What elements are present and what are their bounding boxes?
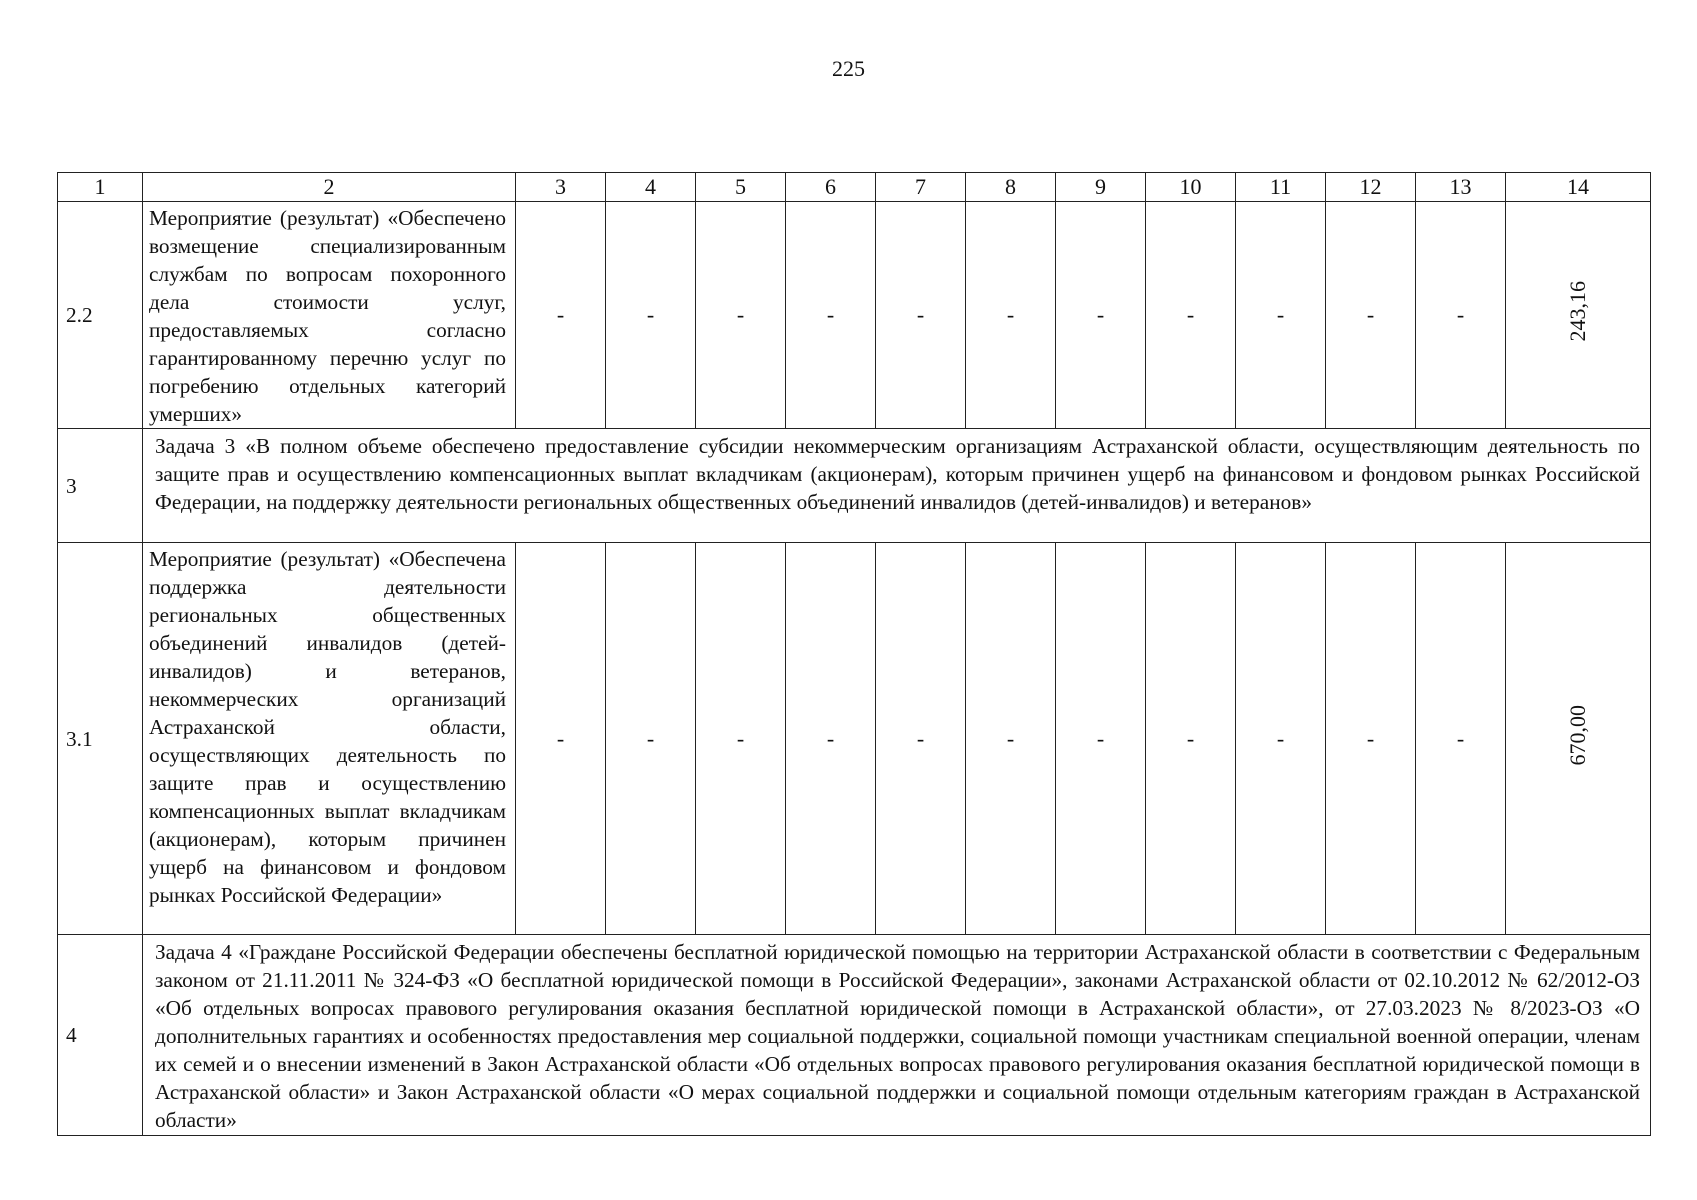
total-value: 670,00 bbox=[1565, 704, 1590, 766]
task-row-3 bbox=[58, 429, 1651, 543]
value-cell: - bbox=[1146, 543, 1236, 935]
value-cell: - bbox=[606, 202, 696, 429]
value-cell: - bbox=[696, 202, 786, 429]
value-cell: - bbox=[1416, 202, 1506, 429]
value-cell: - bbox=[786, 202, 876, 429]
task-description: Задача 3 «В полном объеме обеспечено предоставление субсидии некоммерческим организациям Астраханской области, осуществляющим деятельность по защите прав и осуществлению компенсационных выплат вкладчикам (акционерам), которым причинен ущерб на финансовом и фондовом рынках Российской Федерации, на поддержку деятельности региональных общественных объединений инвалидов (детей-инвалидов) и ветеранов» bbox=[143, 429, 1651, 543]
header-cell-3: 3 bbox=[516, 173, 606, 202]
table-row-3-1 bbox=[58, 543, 1651, 935]
measure-description: Мероприятие (результат) «Обеспечено возмещение специализированным службам по вопросам похоронного дела стоимости услуг, предоставляемых согласно гарантированному перечню услуг по погребению отдельных категорий умерших» bbox=[143, 202, 516, 429]
total-cell bbox=[1506, 202, 1651, 429]
total-cell bbox=[1506, 543, 1651, 935]
header-cell-14: 14 bbox=[1506, 173, 1651, 202]
program-table bbox=[57, 172, 1651, 1136]
measure-description: Мероприятие (результат) «Обеспечена поддержка деятельности региональных общественных объединений инвалидов (детей-инвалидов) и ветеранов, некоммерческих организаций Астраханской области, осуществляющих деятельность по защите прав и осуществлению компенсационных выплат вкладчикам (акционерам), которым причинен ущерб на финансовом и фондовом рынках Российской Федерации» bbox=[143, 543, 516, 935]
table-row-2-2 bbox=[58, 202, 1651, 429]
value-cell: - bbox=[786, 543, 876, 935]
value-cell: - bbox=[606, 543, 696, 935]
header-cell-9: 9 bbox=[1056, 173, 1146, 202]
value-cell: - bbox=[1236, 543, 1326, 935]
value-cell: - bbox=[1236, 202, 1326, 429]
header-cell-10: 10 bbox=[1146, 173, 1236, 202]
header-cell-1: 1 bbox=[58, 173, 143, 202]
task-row-4 bbox=[58, 935, 1651, 1136]
value-cell: - bbox=[1146, 202, 1236, 429]
row-number: 2.2 bbox=[58, 202, 143, 429]
task-description: Задача 4 «Граждане Российской Федерации обеспечены бесплатной юридической помощью на территории Астраханской области в соответствии с Федеральным законом от 21.11.2011 № 324-ФЗ «О бесплатной юридической помощи в Российской Федерации», законами Астраханской области от 02.10.2012 № 62/2012-ОЗ «Об отдельных вопросах правового регулирования оказания бесплатной юридической помощи в Астраханской области», от 27.03.2023 № 8/2023-ОЗ «О дополнительных гарантиях и особенностях предоставления мер социальной поддержки, социальной помощи участникам специальной военной операции, членам их семей и о внесении изменений в Закон Астраханской области «Об отдельных вопросах правового регулирования оказания бесплатной юридической помощи в Астраханской области» и Закон Астраханской области «О мерах социальной поддержки и социальной помощи отдельным категориям граждан в Астраханской области» bbox=[143, 935, 1651, 1136]
row-number: 3.1 bbox=[58, 543, 143, 935]
value-cell: - bbox=[516, 202, 606, 429]
value-cell: - bbox=[1056, 543, 1146, 935]
value-cell: - bbox=[876, 543, 966, 935]
row-number: 3 bbox=[58, 429, 143, 543]
header-cell-11: 11 bbox=[1236, 173, 1326, 202]
header-row bbox=[58, 173, 1651, 202]
value-cell: - bbox=[1326, 202, 1416, 429]
total-value: 243,16 bbox=[1565, 281, 1590, 342]
header-cell-13: 13 bbox=[1416, 173, 1506, 202]
value-cell: - bbox=[696, 543, 786, 935]
header-cell-5: 5 bbox=[696, 173, 786, 202]
value-cell: - bbox=[1056, 202, 1146, 429]
row-number: 4 bbox=[58, 935, 143, 1136]
value-cell: - bbox=[1326, 543, 1416, 935]
value-cell: - bbox=[876, 202, 966, 429]
header-cell-7: 7 bbox=[876, 173, 966, 202]
header-cell-6: 6 bbox=[786, 173, 876, 202]
header-cell-8: 8 bbox=[966, 173, 1056, 202]
value-cell: - bbox=[1416, 543, 1506, 935]
header-cell-2: 2 bbox=[143, 173, 516, 202]
header-cell-12: 12 bbox=[1326, 173, 1416, 202]
header-cell-4: 4 bbox=[606, 173, 696, 202]
value-cell: - bbox=[966, 543, 1056, 935]
page-number: 225 bbox=[832, 56, 865, 81]
value-cell: - bbox=[966, 202, 1056, 429]
value-cell: - bbox=[516, 543, 606, 935]
